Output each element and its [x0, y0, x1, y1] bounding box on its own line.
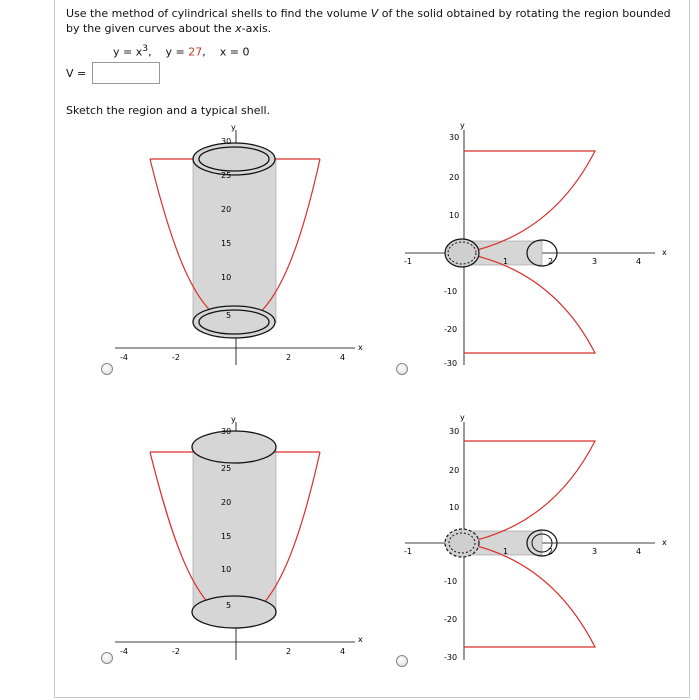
y-tick: 15	[221, 532, 232, 541]
x-tick: -1	[404, 547, 412, 556]
x-tick: -1	[404, 257, 412, 266]
volume-answer-input[interactable]	[92, 62, 160, 84]
problem-axis: x	[235, 22, 242, 35]
x-tick: 4	[340, 647, 346, 656]
y-axis-label: y	[460, 413, 465, 422]
x-tick: 3	[592, 547, 598, 556]
problem-text-3: -axis.	[241, 22, 272, 35]
x-tick: -2	[172, 353, 180, 362]
left-ellipse	[445, 529, 479, 557]
x-tick: 2	[286, 647, 292, 656]
y-tick: 5	[226, 311, 232, 320]
y-axis-label: y	[460, 121, 465, 130]
y-tick: 30	[221, 137, 232, 146]
top-ellipse-outer	[193, 143, 275, 175]
graph-option-1	[110, 120, 380, 365]
x-tick: -2	[172, 647, 180, 656]
y-tick: 15	[221, 239, 232, 248]
x-tick: 3	[592, 257, 598, 266]
y-tick: 20	[221, 205, 232, 214]
x-tick: 1	[503, 547, 509, 556]
y-tick: 20	[221, 498, 232, 507]
x-axis-label: x	[358, 635, 363, 644]
given-curves: $y = x^3$, y = 27, x = 0	[113, 43, 250, 59]
problem-statement	[66, 6, 686, 36]
bottom-ellipse-outer	[193, 306, 275, 338]
y-tick: 20	[449, 466, 460, 475]
x-axis-label: x	[358, 343, 363, 352]
graph-option-4	[400, 412, 680, 667]
curve-lower	[464, 253, 598, 353]
equation-2-value: 27	[188, 45, 203, 59]
x-axis-label: x	[662, 538, 667, 547]
y-tick: -30	[444, 653, 458, 662]
y-tick: 30	[221, 427, 232, 436]
y-tick: 25	[221, 171, 232, 180]
curve-lower	[464, 543, 598, 647]
bottom-ellipse	[192, 596, 276, 628]
graph-option-2	[400, 120, 680, 370]
x-tick: 2	[548, 257, 554, 266]
y-tick: -20	[444, 325, 458, 334]
shell-cylinder	[193, 447, 276, 615]
option-1-radio[interactable]	[101, 363, 113, 375]
problem-text-2: of the solid obtained by rotating the region bounded by the given curves about the	[66, 7, 671, 35]
option-3-radio[interactable]	[101, 652, 113, 664]
x-tick: 2	[286, 353, 292, 362]
problem-text-1: Use the method of cylindrical shells to find the volume	[66, 7, 371, 20]
y-tick: 10	[221, 273, 232, 282]
answer-row	[66, 62, 160, 84]
y-tick: 5	[226, 601, 232, 610]
x-axis-label: x	[662, 248, 667, 257]
equation-1: y = x	[113, 45, 143, 59]
x-tick: 2	[548, 547, 554, 556]
x-tick: 4	[340, 353, 346, 362]
y-tick: 10	[449, 211, 460, 220]
y-tick: -30	[444, 359, 458, 368]
y-tick: -10	[444, 287, 458, 296]
equation-1-exponent: 3	[142, 43, 149, 54]
sketch-instruction: Sketch the region and a typical shell.	[66, 104, 271, 117]
y-tick: 10	[449, 503, 460, 512]
equation-2: y =	[165, 45, 189, 59]
curve-upper	[464, 441, 595, 543]
y-tick: 10	[221, 565, 232, 574]
top-ellipse	[192, 431, 276, 463]
problem-var-v: V	[370, 7, 379, 20]
x-tick: 4	[636, 257, 642, 266]
graph-option-3	[110, 412, 380, 662]
y-tick: -10	[444, 577, 458, 586]
y-tick: 30	[449, 427, 460, 436]
equation-3: x = 0	[219, 45, 250, 59]
shell-cylinder	[193, 160, 276, 323]
y-tick: 20	[449, 173, 460, 182]
x-tick: -4	[120, 353, 128, 362]
option-2-radio[interactable]	[396, 363, 408, 375]
left-ellipse	[445, 239, 479, 267]
x-tick: 1	[503, 257, 509, 266]
y-tick: 25	[221, 464, 232, 473]
y-tick: 30	[449, 133, 460, 142]
y-tick: -20	[444, 615, 458, 624]
y-axis-label: y	[231, 415, 236, 424]
option-4-radio[interactable]	[396, 655, 408, 667]
x-tick: -4	[120, 647, 128, 656]
y-axis-label: y	[231, 123, 236, 132]
x-tick: 4	[636, 547, 642, 556]
answer-label: V =	[66, 66, 87, 80]
curve-upper	[464, 151, 595, 253]
